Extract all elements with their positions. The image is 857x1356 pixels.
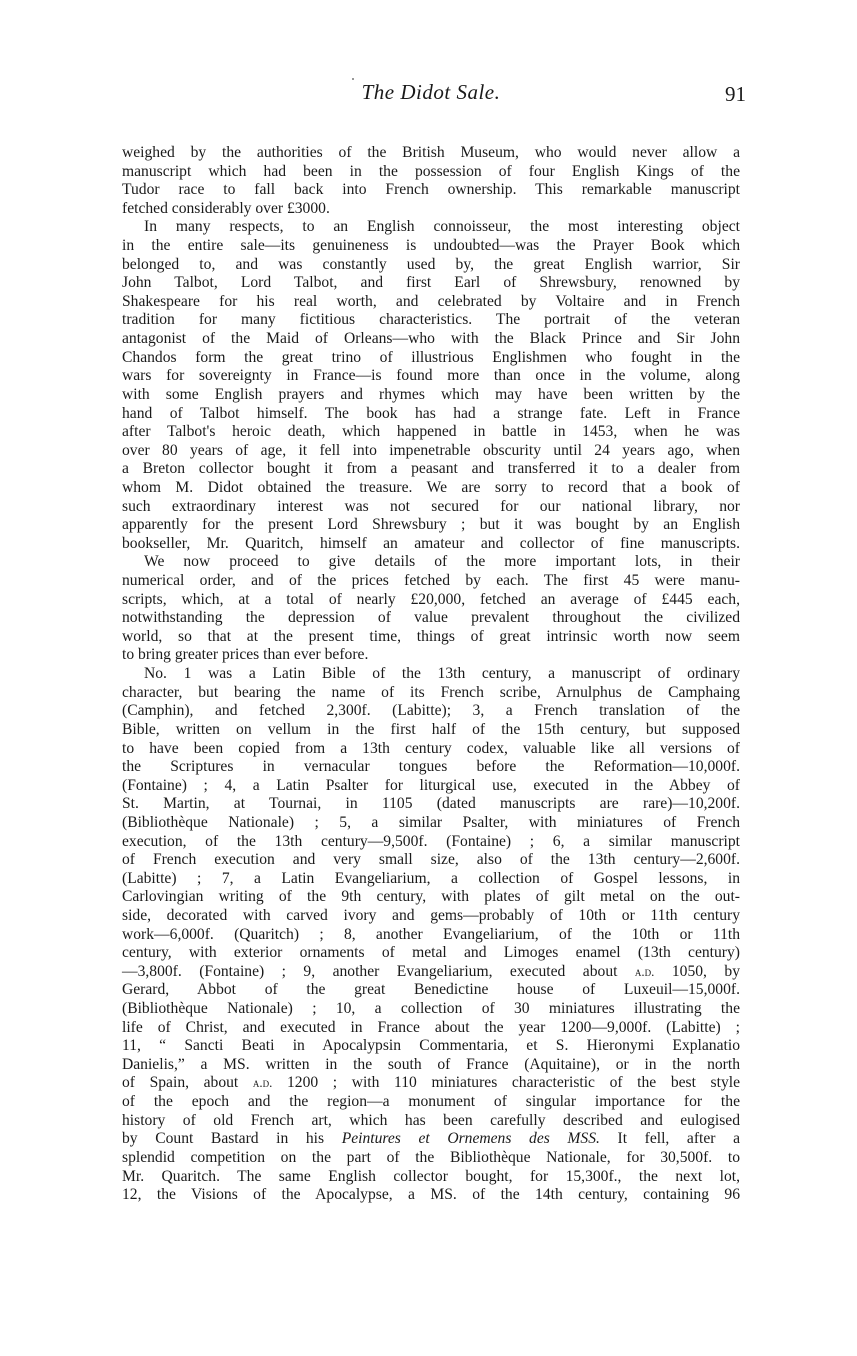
text-line: to have been copied from a 13th century codex, valuable like all versions of [122, 739, 740, 757]
text-line: Carlovingian writing of the 9th century, with plates of gilt metal on the out- [122, 888, 740, 906]
text-line: with some English prayers and rhymes which may have been written by the [122, 385, 740, 403]
text-run: 1200 ; with 110 miniatures characteristic of the best style [272, 1074, 741, 1092]
text-line: execution, of the 13th century—9,500f. (Fontaine) ; 6, a similar manuscript [122, 832, 740, 850]
small-caps-run: a.d. [634, 963, 655, 979]
text-run: —3,800f. (Fontaine) ; 9, another Evangeliarium, executed about [122, 962, 635, 980]
running-head [122, 80, 746, 110]
text-line: in the entire sale—its genuineness is undoubted—was the Prayer Book which [122, 237, 740, 255]
text-line: history of old French art, which has been carefully described and eulogised [122, 1111, 740, 1129]
text-line [122, 1130, 740, 1149]
text-line: 12, the Visions of the Apocalypse, a MS. of the 14th century, containing 96 [122, 1186, 740, 1204]
italic-title-run: Peintures et Ornemens des MSS. [341, 1130, 600, 1148]
text-line: Bible, written on vellum in the first half of the 15th century, but supposed [122, 720, 740, 738]
text-line: In many respects, to an English connoisseur, the most interesting object [144, 218, 740, 236]
page-number: 91 [725, 82, 746, 106]
text-line: life of Christ, and executed in France about the year 1200—9,000f. (Labitte) ; [122, 1018, 740, 1036]
text-line: (Camphin), and fetched 2,300f. (Labitte); 3, a French translation of the [122, 702, 740, 720]
text-line: Mr. Quaritch. The same English collector bought, for 15,300f., the next lot, [122, 1167, 740, 1185]
text-line: John Talbot, Lord Talbot, and first Earl of Shrewsbury, renowned by [122, 274, 740, 292]
text-line: whom M. Didot obtained the treasure. We are sorry to record that a book of [122, 478, 740, 496]
text-line: apparently for the present Lord Shrewsbury ; but it was bought by an English [122, 516, 740, 534]
text-line: No. 1 was a Latin Bible of the 13th century, a manuscript of ordinary [144, 665, 740, 683]
text-line: of the epoch and the region—a monument of singular importance for the [122, 1093, 740, 1111]
text-line: Danielis,” a MS. written in the south of France (Aquitaine), or in the north [122, 1055, 740, 1073]
text-line: splendid competition on the part of the Bibliothèque Nationale, for 30,500f. to [122, 1148, 740, 1166]
text-line: (Bibliothèque Nationale) ; 10, a collection of 30 miniatures illustrating the [122, 1000, 740, 1018]
text-line: tradition for many fictitious characteristics. The portrait of the veteran [122, 311, 740, 329]
text-line: such extraordinary interest was not secured for our national library, nor [122, 497, 740, 515]
text-run: of Spain, about [122, 1074, 253, 1092]
text-line: wars for sovereignty in France—is found more than once in the volume, along [122, 367, 740, 385]
text-line: Tudor race to fall back into French ownership. This remarkable manuscript [122, 181, 740, 199]
text-line: Chandos form the great trino of illustrious Englishmen who fought in the [122, 348, 740, 366]
text-line: of French execution and very small size, also of the 13th century—2,600f. [122, 851, 740, 869]
text-line: numerical order, and of the prices fetched by each. The first 45 were manu- [122, 572, 740, 590]
text-line: bookseller, Mr. Quaritch, himself an amateur and collector of fine manuscripts. [122, 534, 740, 552]
text-line: character, but bearing the name of its French scribe, Arnulphus de Camphaing [122, 683, 740, 701]
text-line: weighed by the authorities of the British Museum, who would never allow a [122, 144, 740, 161]
text-line: hand of Talbot himself. The book has had a strange fate. Left in France [122, 404, 740, 422]
text-line: notwithstanding the depression of value prevalent throughout the civilized [122, 609, 740, 627]
text-line [122, 1074, 740, 1093]
text-line: Gerard, Abbot of the great Benedictine house of Luxeuil—15,000f. [122, 981, 740, 999]
text-line: world, so that at the present time, things of great intrinsic worth now seem [122, 627, 740, 645]
text-line: belonged to, and was constantly used by, the great English warrior, Sir [122, 255, 740, 273]
text-line: side, decorated with carved ivory and gems—probably of 10th or 11th century [122, 906, 740, 924]
text-line: Shakespeare for his real worth, and celebrated by Voltaire and in French [122, 292, 740, 310]
text-line: work—6,000f. (Quaritch) ; 8, another Evangeliarium, of the 10th or 11th [122, 925, 740, 943]
text-run: It fell, after a [599, 1130, 740, 1148]
text-run: 1050, by [654, 962, 740, 980]
text-line: 11, “ Sancti Beati in Apocalypsin Commentaria, et S. Hieronymi Explanatio [122, 1037, 740, 1055]
text-line: manuscript which had been in the possession of four English Kings of the [122, 162, 740, 180]
text-run: by Count Bastard in his [122, 1130, 342, 1148]
text-line: antagonist of the Maid of Orleans—who with the Black Prince and Sir John [122, 330, 740, 348]
text-line: (Labitte) ; 7, a Latin Evangeliarium, a collection of Gospel lessons, in [122, 869, 740, 887]
text-line: scripts, which, at a total of nearly £20,000, fetched an average of £445 each, [122, 590, 740, 608]
text-line [122, 963, 740, 982]
text-line: (Fontaine) ; 4, a Latin Psalter for liturgical use, executed in the Abbey of [122, 776, 740, 794]
text-line: (Bibliothèque Nationale) ; 5, a similar Psalter, with miniatures of French [122, 813, 740, 831]
small-caps-run: a.d. [252, 1075, 273, 1091]
running-title: The Didot Sale. [361, 80, 501, 104]
text-line: the Scriptures in vernacular tongues before the Reformation—10,000f. [122, 758, 740, 776]
body-text [122, 144, 740, 1205]
text-line: over 80 years of age, it fell into impenetrable obscurity until 24 years ago, when [122, 441, 740, 459]
text-line: St. Martin, at Tournai, in 1105 (dated manuscripts are rare)—10,200f. [122, 795, 740, 813]
text-line: We now proceed to give details of the more important lots, in their [144, 553, 740, 571]
text-line: century, with exterior ornaments of metal and Limoges enamel (13th century) [122, 944, 740, 962]
text-line: to bring greater prices than ever before. [122, 646, 369, 664]
text-line: fetched considerably over £3000. [122, 199, 330, 217]
text-line: after Talbot's heroic death, which happened in battle in 1453, when he was [122, 423, 740, 441]
text-line: a Breton collector bought it from a peasant and transferred it to a dealer from [122, 460, 740, 478]
